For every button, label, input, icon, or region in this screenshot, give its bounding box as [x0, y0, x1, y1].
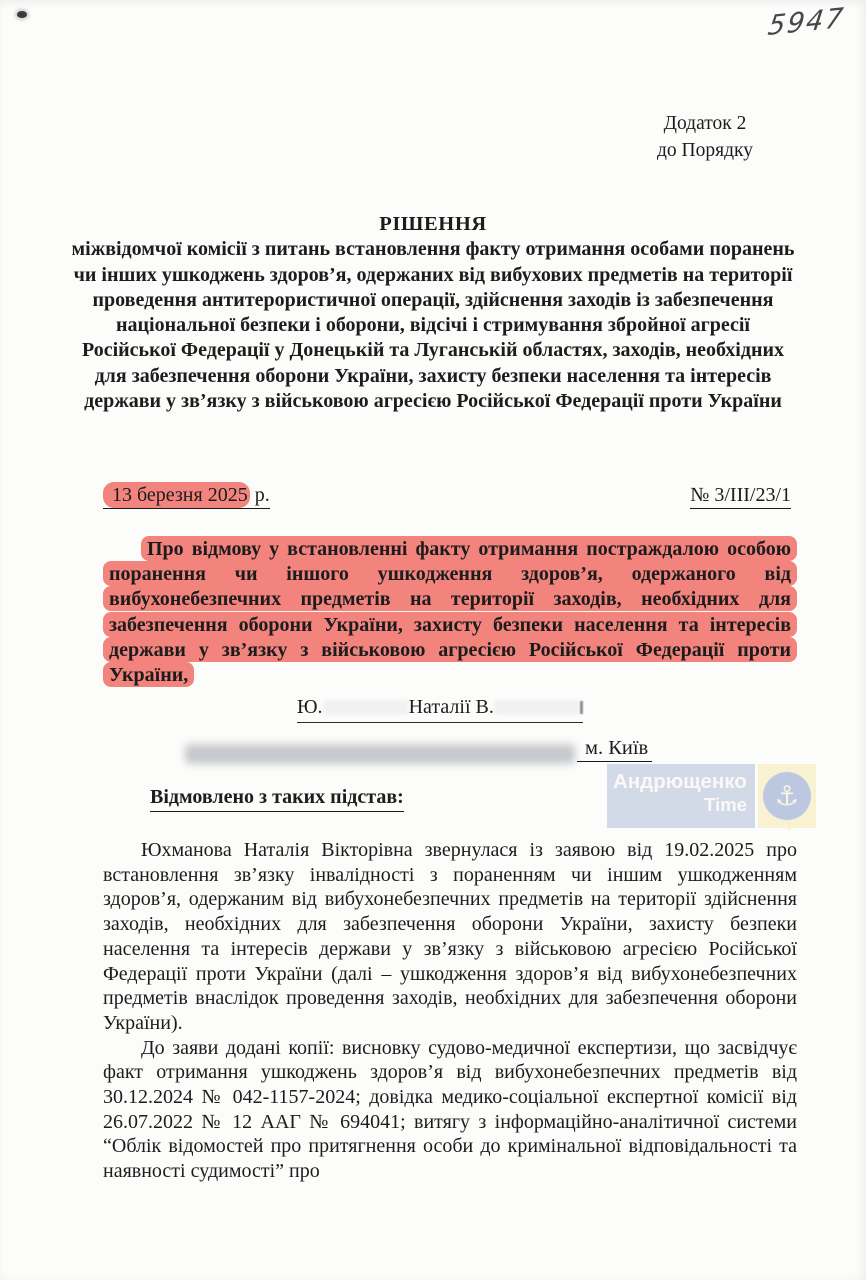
addressee-name-visible: Наталії В.: [408, 696, 494, 718]
refusal-grounds-heading: Відмовлено з таких підстав:: [150, 786, 404, 812]
body-paragraph-2: До заяви додані копії: висновку судово-медичної експертизи, що засвідчує факт отримання ушкоджень здоров’я від вибухонебезпечних предметів від 30.12.2024 № 042-1157-2024; довідка медико-соціальної експертної комісії від 26.07.2022 № 12 ААГ № 694041; витягу з інформаційно-аналітичної системи “Облік відомостей про притягнення особи до кримінальної відповідальності та наявності судимості” про: [103, 1036, 797, 1183]
watermark-name: Андрющенко: [613, 770, 747, 793]
title-heading: РІШЕННЯ: [379, 213, 487, 235]
body-paragraph-1: Юхманова Наталія Вікторівна звернулася із заявою від 19.02.2025 про встановлення зв’язку інвалідності з пораненням чи іншим ушкодженням здоров’я, одержаним від вибухонебезпечних предметів на території здійснення заходів, необхідних для забезпечення оборони України, захисту безпеки населення та інтересів держави у зв’язку з військовою агресією Російської Федерації проти України (далі – ушкодження здоров’я від вибухонебезпечних предметів внаслідок проведення заходів, необхідних для забезпечення оборони України).: [103, 839, 797, 1034]
appendix-line-2: до Порядку: [657, 140, 753, 161]
redaction-mark: [580, 701, 583, 714]
staple-mark: [17, 11, 27, 18]
subject-highlight: Про відмову у встановленні факту отримання постраждалою особою поранення чи іншого ушкодження здоров’я, одержаного від вибухонебезпечних предметів на території заходів, необхідних для забезпечення оборони України, захисту безпеки населення та інтересів держави у зв’язку з військовою агресією Російської Федерації проти України,: [103, 536, 797, 687]
document-number: № 3/ІІІ/23/1: [690, 484, 791, 509]
title-subtitle: міжвідомчої комісії з питань встановлення факту отримання особами поранень чи інших ушкоджень здоров’я, одержаних від вибухових предметів на території проведення антитерористичної операції, здійснення заходів із забезпечення національної безпеки і оборони, відсічі і стримування збройної агресії Російської Федерації у Донецькій та Луганській областях, заходів, необхідних для забезпечення оборони України, захисту безпеки населення та інтересів держави у зв’язку з військовою агресією Російської Федерації проти України: [71, 238, 795, 413]
decision-subject-paragraph: [103, 537, 797, 688]
date-highlight: 13 березня 2025: [103, 482, 250, 508]
document-title: [68, 212, 798, 414]
watermark-text-box: [607, 764, 755, 828]
redacted-address: [185, 744, 575, 764]
addressee-city: м. Київ: [577, 737, 652, 762]
channel-watermark: [607, 764, 816, 828]
addressee-surname-initial: Ю.: [297, 696, 323, 718]
appendix-label: [638, 110, 772, 164]
document-date: [103, 484, 270, 509]
watermark-time-label: Time: [704, 794, 747, 815]
date-suffix: р.: [249, 484, 270, 506]
anchor-icon: ⚓: [763, 772, 811, 820]
appendix-line-1: Додаток 2: [663, 113, 747, 134]
redacted-surname: [323, 700, 409, 715]
watermark-logo-box: [758, 764, 816, 828]
handwritten-registration-number: 5947: [766, 2, 847, 43]
redacted-patronymic: [494, 700, 580, 715]
decision-body: [103, 838, 797, 1184]
addressee-name-line: [297, 696, 583, 723]
date-and-number-row: [103, 484, 791, 509]
